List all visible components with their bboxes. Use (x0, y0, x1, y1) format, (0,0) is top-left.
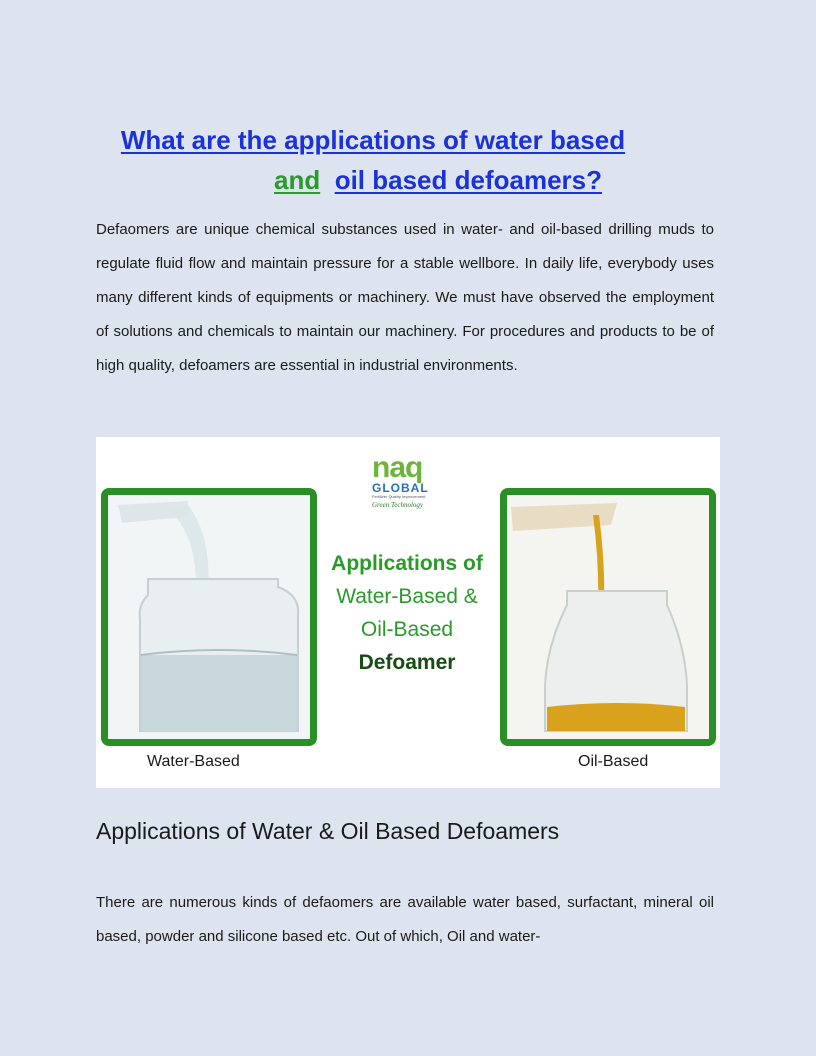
section-heading: Applications of Water & Oil Based Defoamers (96, 818, 560, 844)
logo-naq-text: naq (372, 451, 423, 484)
banner-heading-line4: Defoamer (358, 651, 456, 674)
banner-heading-line1: Applications of (331, 552, 483, 575)
title-link-line2[interactable]: oil based defoamers? (334, 165, 602, 195)
naq-global-logo (372, 451, 452, 516)
oil-beaker-photo (500, 488, 716, 746)
logo-global-text: GLOBAL (372, 481, 429, 495)
banner-heading-line2: Water-Based & (336, 585, 478, 608)
body-paragraph: There are numerous kinds of defaomers are available water based, surfactant, mineral oil based, powder and silicone based etc. Out of which, Oil and water- (96, 894, 714, 945)
page-title (96, 120, 720, 200)
title-link-line1[interactable]: What are the applications of water based (120, 125, 626, 155)
title-link-and[interactable]: and (274, 165, 321, 195)
banner-heading-line3: Oil-Based (360, 618, 454, 641)
applications-banner-image (96, 437, 720, 788)
caption-water-based: Water-Based (147, 753, 240, 770)
logo-tagline: Fertilizer Quality Improvement (372, 494, 426, 499)
caption-oil-based: Oil-Based (578, 753, 649, 770)
intro-paragraph: Defaomers are unique chemical substances used in water- and oil-based drilling muds to regulate fluid flow and maintain pressure for a stable wellbore. In daily life, everybody uses many different kinds of equipments or machinery. We must have observed the employment of solutions and chemicals to maintain our machinery. For procedures and products to be of high quality, defoamers are essential in industrial environments. (96, 221, 714, 374)
logo-green-technology: Green Technology (372, 501, 423, 509)
banner-heading (311, 547, 503, 679)
water-beaker-photo (101, 488, 317, 746)
